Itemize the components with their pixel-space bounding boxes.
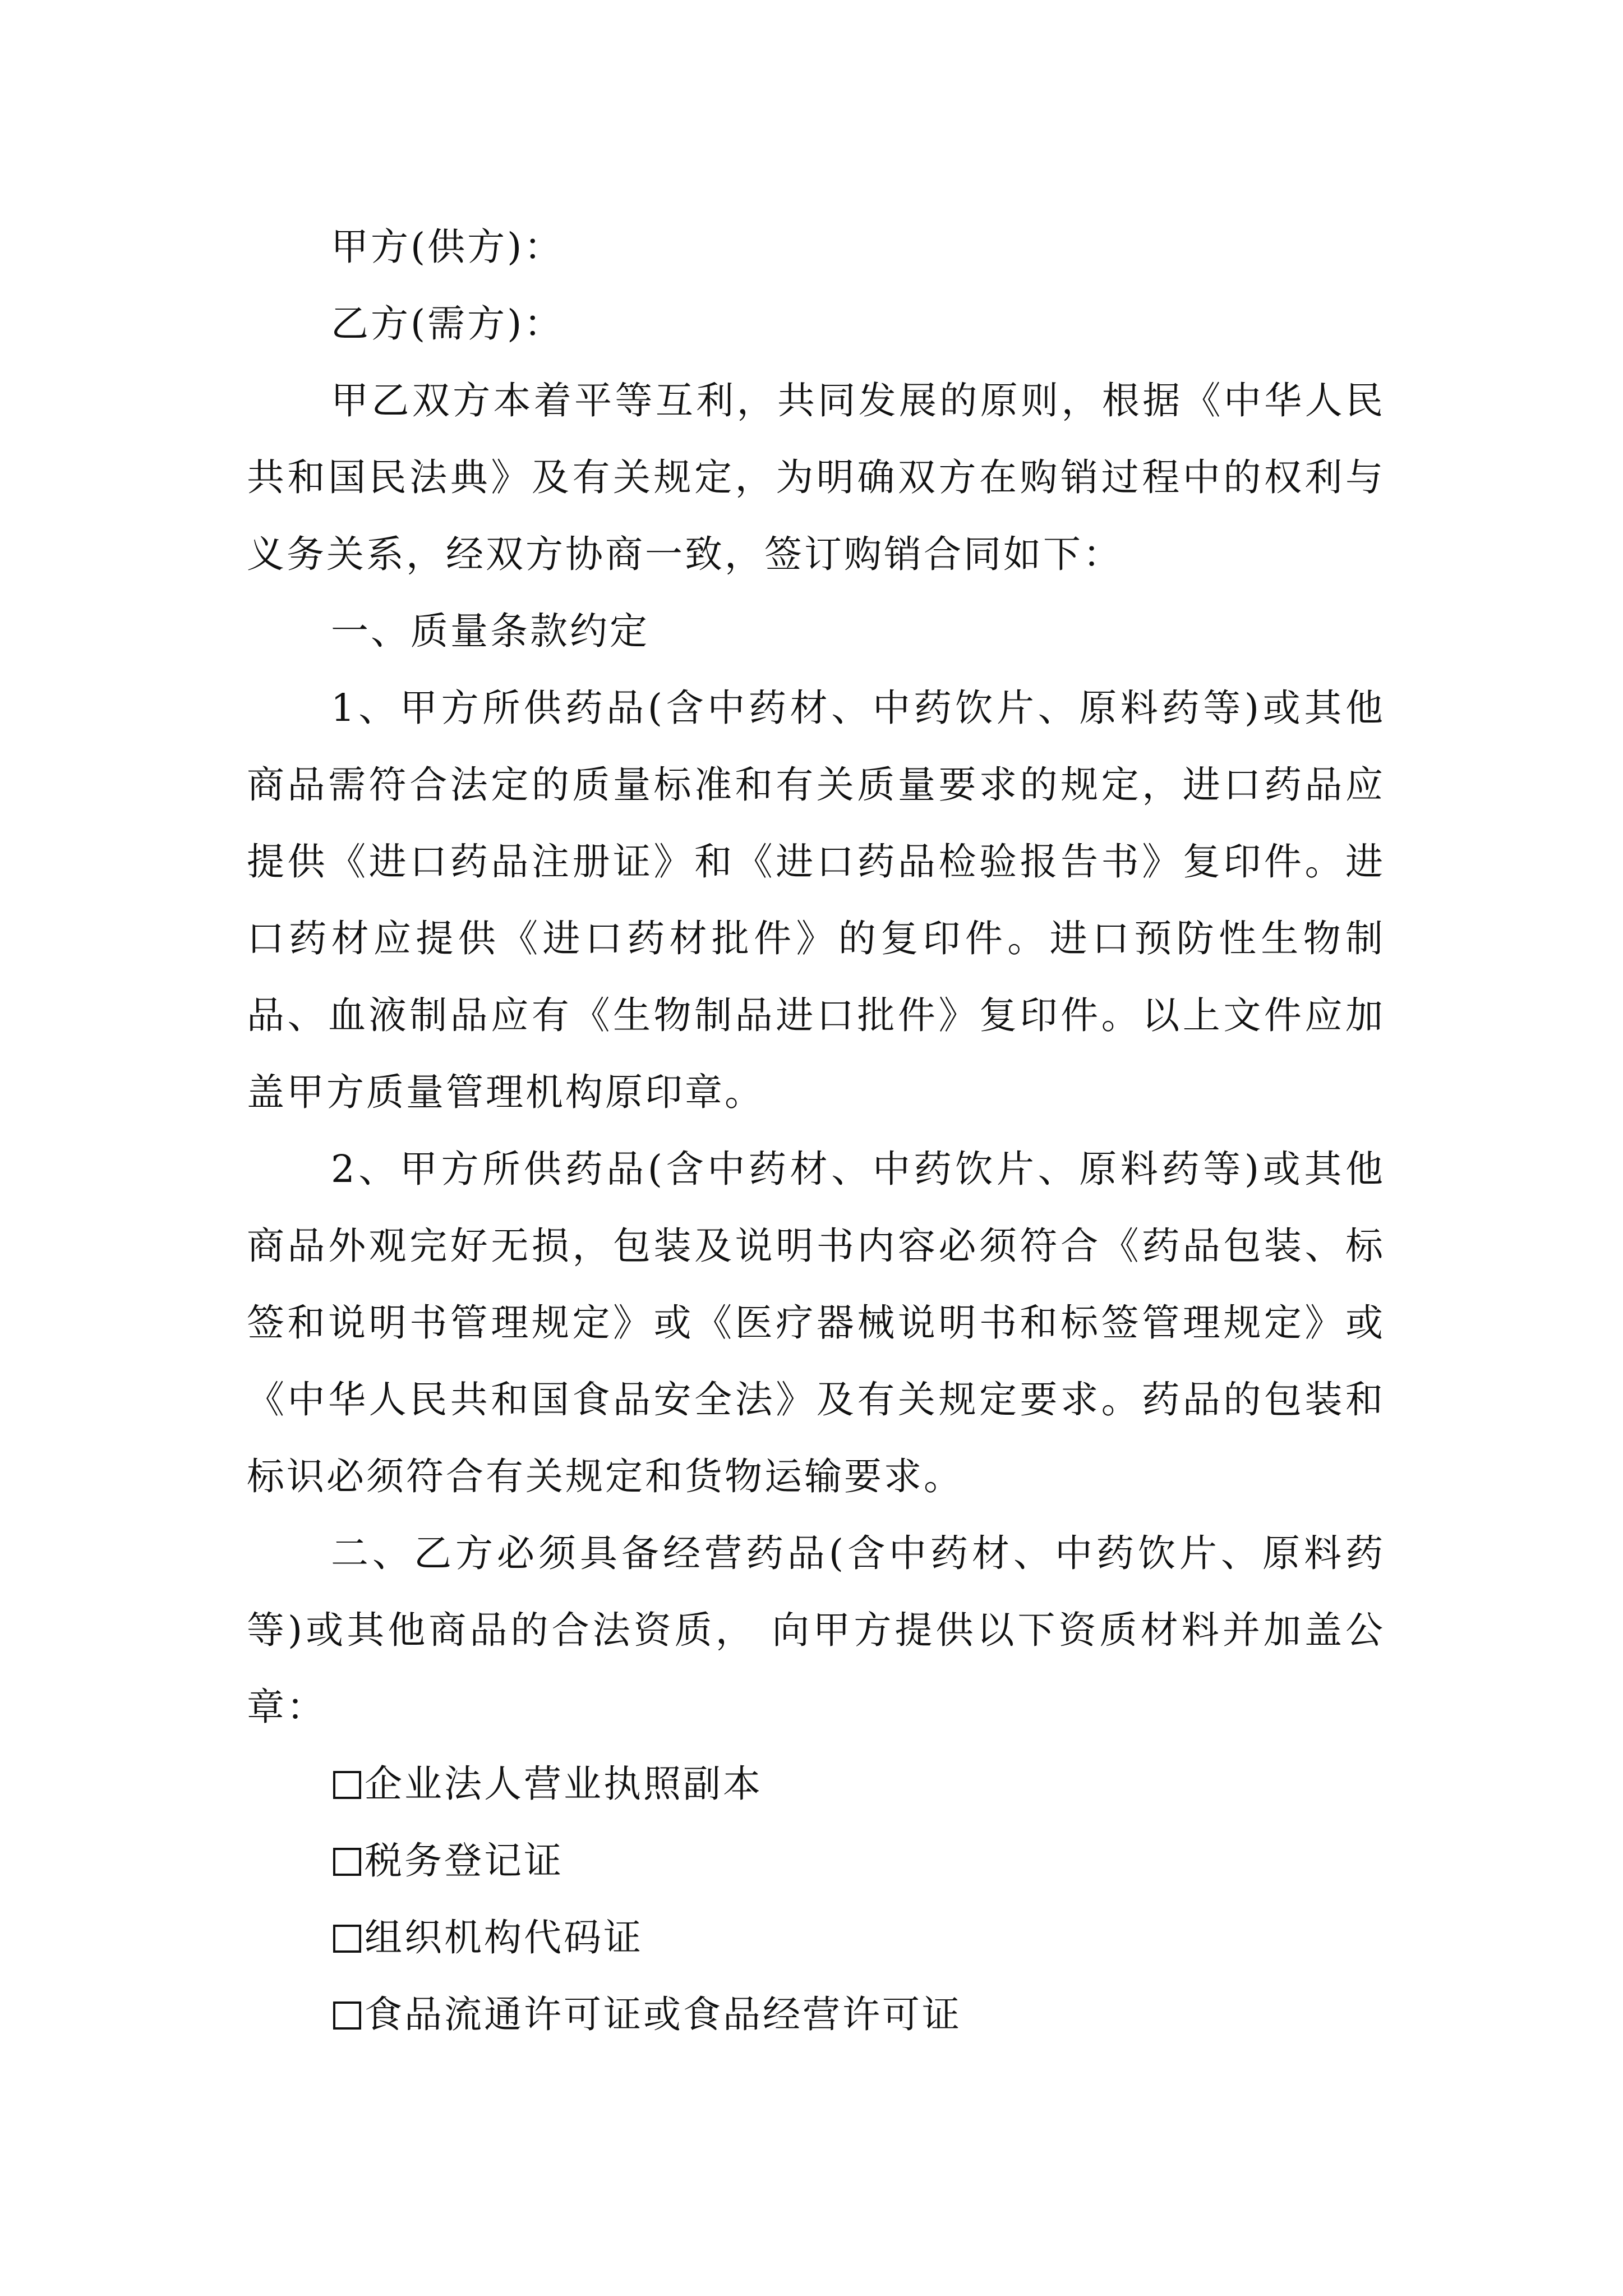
clause-1-paragraph: 1、甲方所供药品(含中药材、中药饮片、原料药等)或其他商品需符合法定的质量标准和有关质量要求的规定，进口药品应提供《进口药品注册证》和《进口药品检验报告书》复印件。进口药材应提供《进口药材批件》的复印件。进口预防性生物制品、血液制品应有《生物制品进口批件》复印件。以上文件应加盖甲方质量管理机构原印章。 — [247, 686, 1385, 1114]
checkbox-icon — [333, 1848, 361, 1876]
checklist-label: 食品流通许可证或食品经营许可证 — [365, 1993, 962, 2036]
checklist-label: 组织机构代码证 — [365, 1916, 643, 1959]
party-b-line: 乙方(需方)： — [331, 302, 564, 346]
checklist-item — [247, 1976, 1385, 2053]
checklist-label: 税务登记证 — [365, 1839, 564, 1883]
checklist-item — [247, 1746, 1385, 1823]
checklist-label: 企业法人营业执照副本 — [365, 1762, 763, 1806]
checkbox-icon — [333, 1925, 361, 1953]
section-2-paragraph: 二、乙方必须具备经营药品(含中药材、中药饮片、原料药等)或其他商品的合法资质， 向甲方提供以下资质材料并加盖公章： — [247, 1531, 1385, 1729]
party-a-line: 甲方(供方)： — [331, 225, 564, 269]
checklist-item — [247, 1899, 1385, 1976]
contract-body — [247, 209, 1385, 2053]
section-1-heading: 一、质量条款约定 — [331, 609, 649, 653]
checkbox-icon — [333, 2001, 361, 2030]
preamble-paragraph: 甲乙双方本着平等互利，共同发展的原则，根据《中华人民共和国民法典》及有关规定，为明确双方在购销过程中的权利与义务关系，经双方协商一致，签订购销合同如下： — [247, 379, 1385, 576]
checklist-item — [247, 1823, 1385, 1899]
checkbox-icon — [333, 1771, 361, 1799]
clause-2-paragraph: 2、甲方所供药品(含中药材、中药饮片、原料药等)或其他商品外观完好无损，包装及说明书内容必须符合《药品包装、标签和说明书管理规定》或《医疗器械说明书和标签管理规定》或《中华人民共和国食品安全法》及有关规定要求。药品的包装和标识必须符合有关规定和货物运输要求。 — [247, 1147, 1385, 1498]
